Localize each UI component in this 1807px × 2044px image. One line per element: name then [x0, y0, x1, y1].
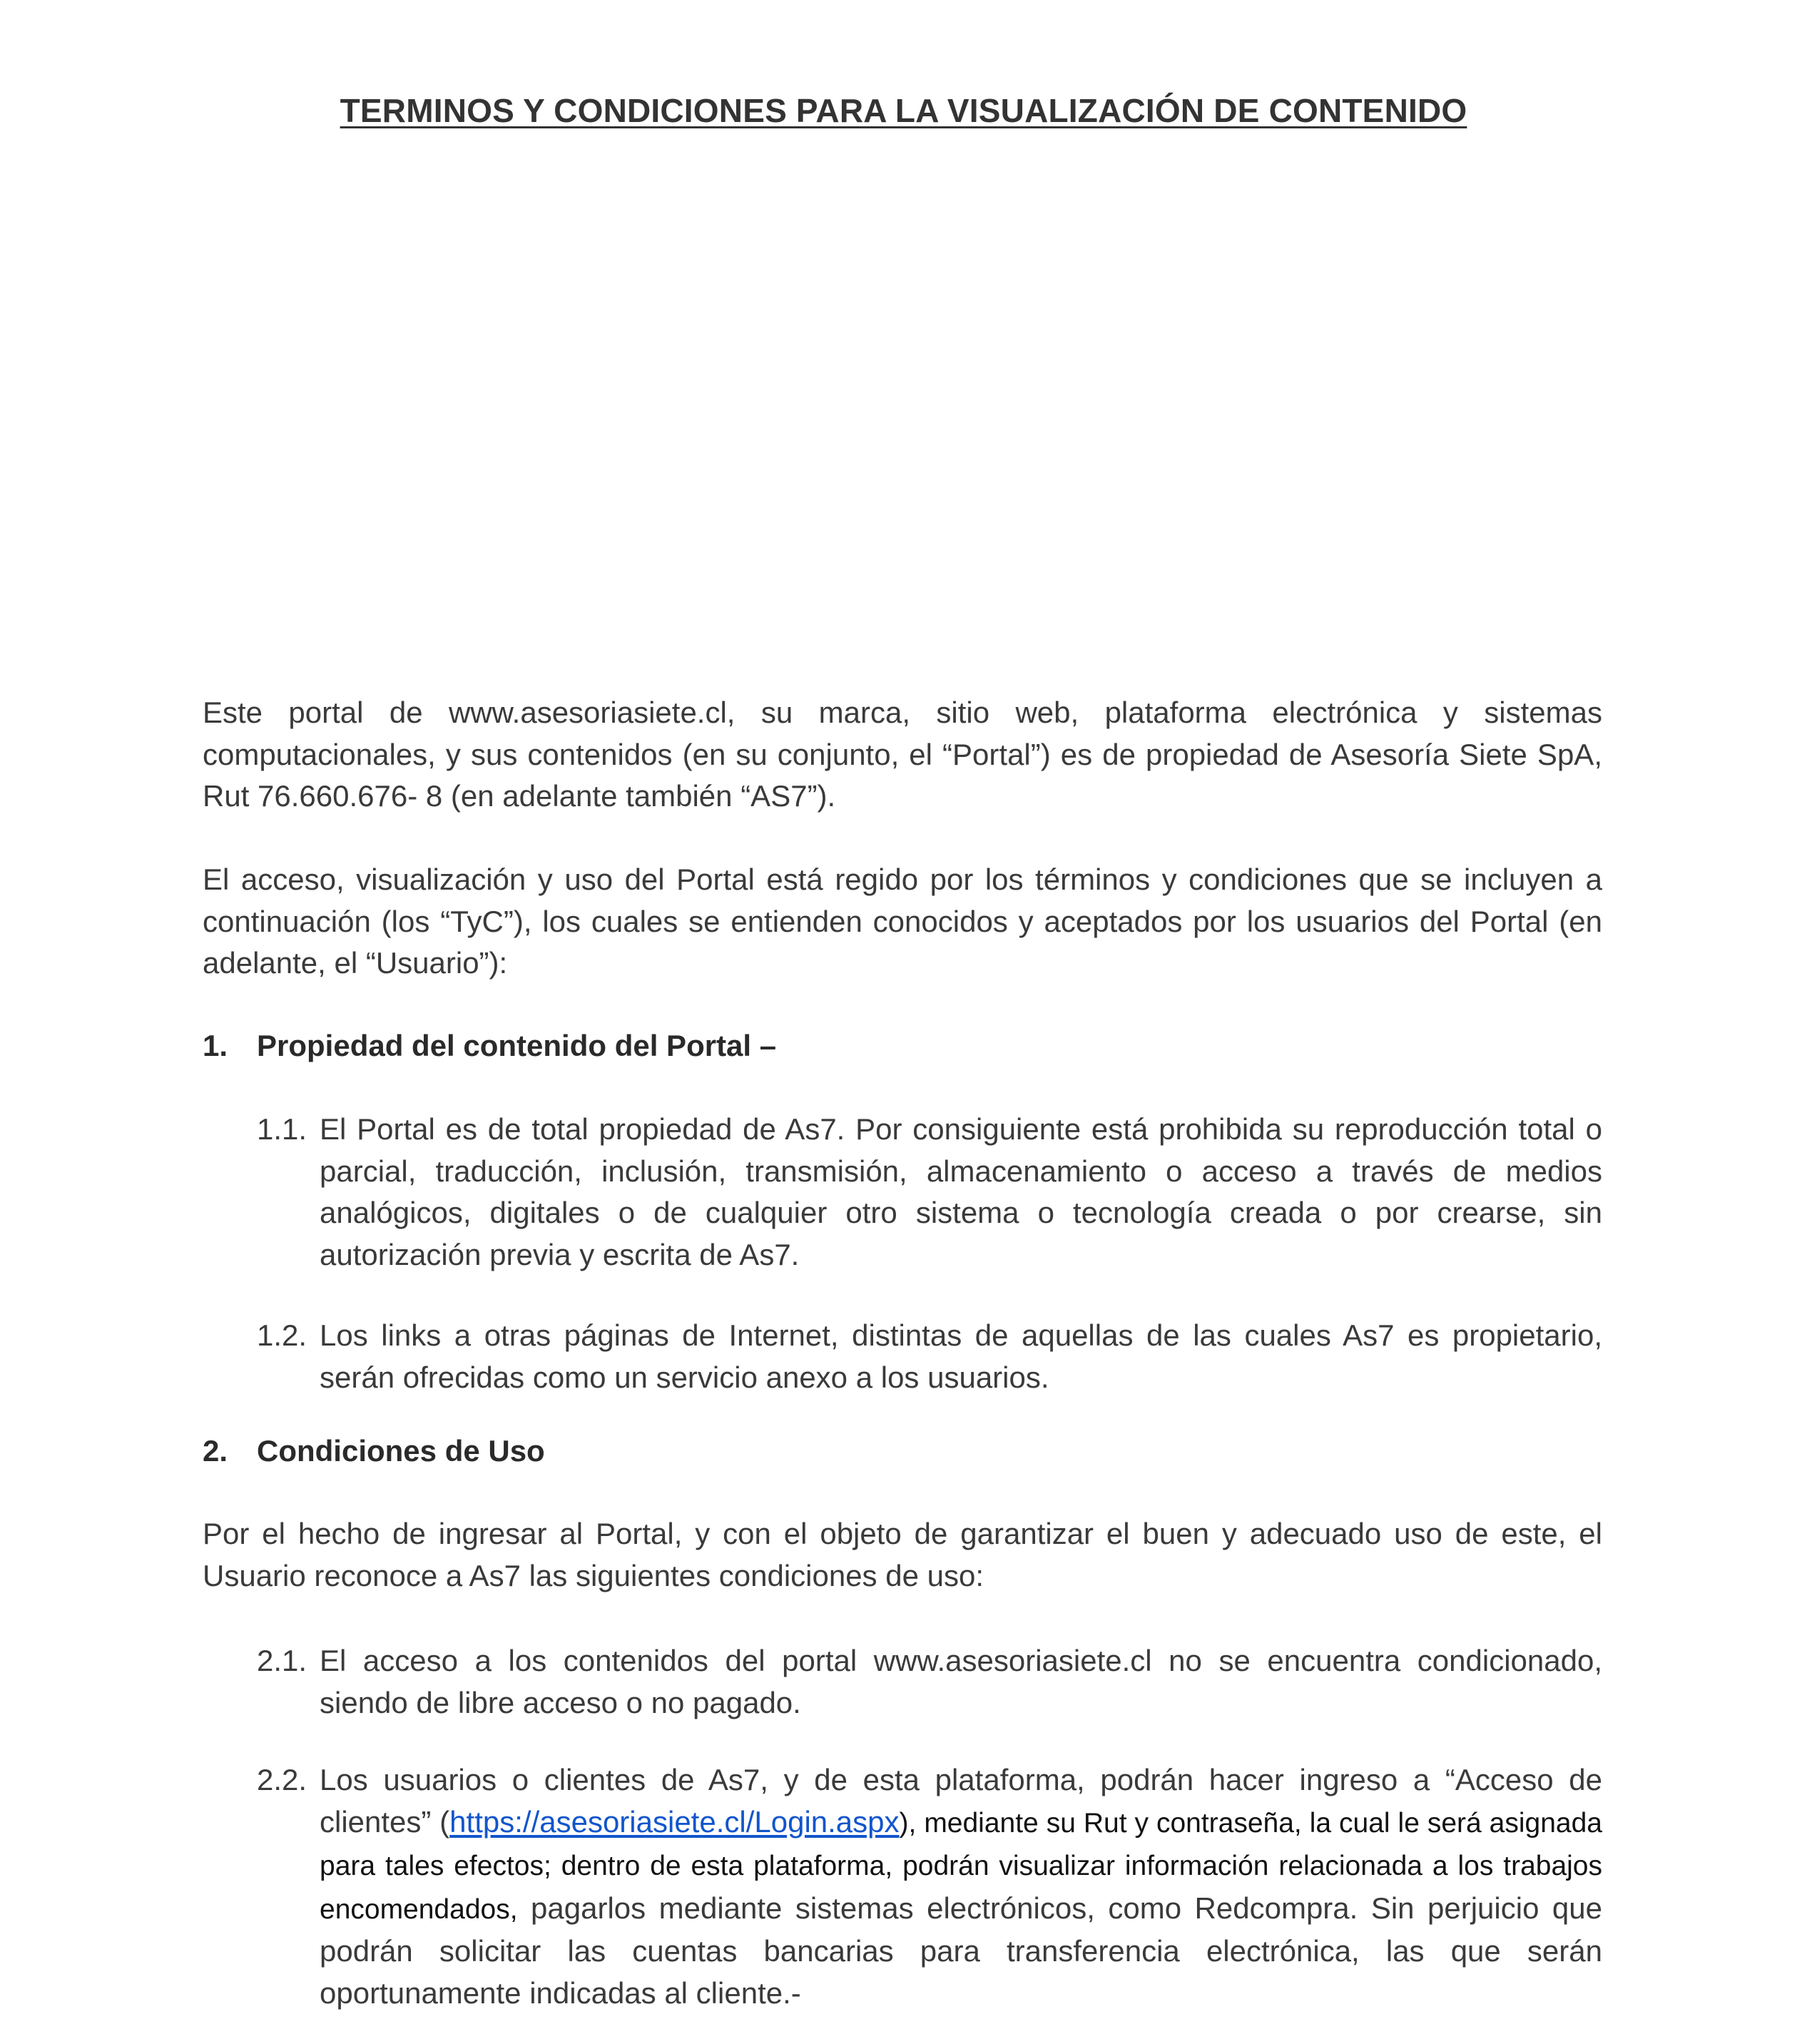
- client-login-link[interactable]: https://asesoriasiete.cl/Login.aspx: [449, 1804, 900, 1839]
- item-2-2-text: [320, 1759, 1602, 2014]
- item-2-1-text: El acceso a los contenidos del portal www.asesoriasiete.cl no se encuentra condicionado, siendo de libre acceso o no pagado.: [320, 1644, 1602, 1719]
- section-1-heading: [203, 1025, 776, 1067]
- item-1-1-text: El Portal es de total propiedad de As7. Por consiguiente está prohibida su reproducción total o parcial, traducción, inclusión, transmisión, almacenamiento o acceso a través de medios analógicos, digitales o de cualquier otro sistema o tecnología creada o por crearse, sin autorización previa y escrita de As7.: [320, 1112, 1602, 1271]
- item-2-2-text-end: pagarlos mediante sistemas electrónicos, como Redcompra. Sin perjuicio que podrán solicitar las cuentas bancarias para transferencia electrónica, las que serán oportunamente indicadas al cliente.-: [320, 1891, 1602, 2010]
- intro-paragraph: Este portal de www.asesoriasiete.cl, su marca, sitio web, plataforma electrónica y sistemas computacionales, y sus contenidos (en su conjunto, el “Portal”) es de propiedad de Asesoría Siete SpA, Rut 76.660.676- 8 (en adelante también “AS7”).: [203, 696, 1602, 813]
- item-1-2-text: Los links a otras páginas de Internet, distintas de aquellas de las cuales As7 es propietario, serán ofrecidas como un servicio anexo a los usuarios.: [320, 1318, 1602, 1394]
- item-1-2-number: 1.2.: [257, 1318, 307, 1352]
- item-1-1-number: 1.1.: [257, 1112, 307, 1146]
- section-2-title: Condiciones de Uso: [257, 1434, 545, 1468]
- item-2-2-text-middle: ), mediante su Rut y contraseña, la cual le será asignada para tales efectos; dentro de esta plataforma, podrán visualizar información relacionada a los trabajos encomendados,: [320, 1807, 1602, 1925]
- item-2-2-text-start: Los usuarios o clientes de As7, y de esta plataforma, podrán hacer ingreso a “Acceso de clientes” (: [320, 1763, 1602, 1839]
- section-1-title: Propiedad del contenido del Portal –: [257, 1029, 777, 1062]
- document-title: TERMINOS Y CONDICIONES PARA LA VISUALIZACIÓN DE CONTENIDO: [340, 92, 1467, 129]
- item-2-1-number: 2.1.: [257, 1644, 307, 1677]
- access-paragraph: El acceso, visualización y uso del Portal está regido por los términos y condiciones que se incluyen a continuación (los “TyC”), los cuales se entienden conocidos y aceptados por los usuarios del Portal (en adelante, el “Usuario”):: [203, 863, 1602, 980]
- section-2-intro: Por el hecho de ingresar al Portal, y con el objeto de garantizar el buen y adecuado uso de este, el Usuario reconoce a As7 las siguientes condiciones de uso:: [203, 1517, 1602, 1592]
- section-2-heading: [203, 1430, 545, 1472]
- section-1-number: 1.: [203, 1029, 228, 1062]
- item-2-2-number: 2.2.: [257, 1763, 307, 1796]
- section-2-number: 2.: [203, 1434, 228, 1468]
